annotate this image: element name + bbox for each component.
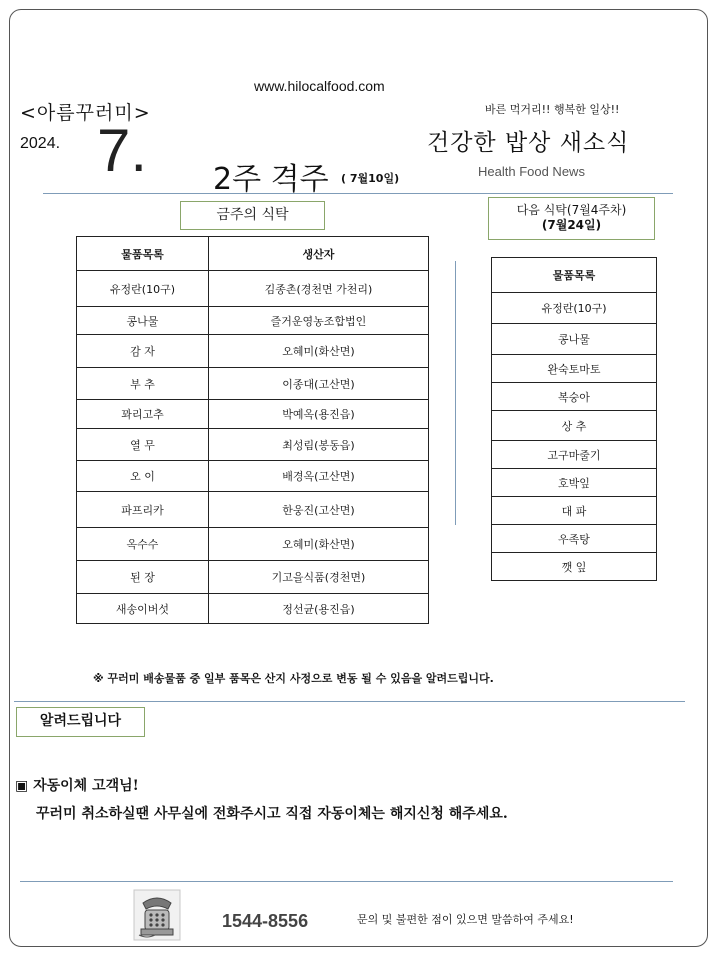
table-row [492, 497, 657, 525]
table-row [77, 492, 429, 528]
producer-cell: 오혜미(화산면) [208, 528, 428, 561]
table-row [77, 271, 429, 307]
website-url[interactable]: www.hilocalfood.com [254, 78, 385, 94]
table-header-row [492, 258, 657, 293]
producer-cell: 즐거운영농조합법인 [208, 307, 428, 335]
next-week-table [491, 257, 657, 581]
item-cell: 오 이 [77, 461, 209, 492]
item-cell: 감 자 [77, 335, 209, 368]
next-item-cell: 복숭아 [492, 383, 657, 411]
producer-cell: 오혜미(화산면) [208, 335, 428, 368]
next-item-cell: 깻 잎 [492, 553, 657, 581]
producer-cell: 한웅진(고산면) [208, 492, 428, 528]
footer-divider [20, 881, 673, 882]
item-cell: 꽈리고추 [77, 400, 209, 429]
week-date: ( 7월10일) [341, 172, 400, 185]
table-row [492, 469, 657, 497]
next-item-cell: 호박잎 [492, 469, 657, 497]
table-header-row [77, 237, 429, 271]
column-divider [455, 261, 456, 525]
producer-cell: 기고을식품(경천면) [208, 561, 428, 594]
announcement-label: 알려드립니다 [16, 707, 145, 737]
week-label: 2주 격주 [213, 162, 329, 197]
item-cell: 열 무 [77, 429, 209, 461]
table-row [77, 368, 429, 400]
next-item-cell: 콩나물 [492, 324, 657, 355]
contact-message: 문의 및 불편한 점이 있으면 말씀하여 주세요! [357, 913, 574, 926]
next-week-date: (7월24일) [541, 218, 602, 232]
next-item-cell: 우족탕 [492, 525, 657, 553]
table-row [77, 307, 429, 335]
news-title: 건강한 밥상 새소식 [427, 130, 630, 156]
item-cell: 파프리카 [77, 492, 209, 528]
item-cell: 새송이버섯 [77, 594, 209, 624]
telephone-icon [133, 889, 181, 941]
table-row [77, 561, 429, 594]
next-item-cell: 완숙토마토 [492, 355, 657, 383]
table-row [492, 355, 657, 383]
table-row [77, 461, 429, 492]
notice-divider [14, 701, 685, 702]
issue-year: 2024. [20, 135, 61, 152]
announcement-title: ▣ 자동이체 고객님! [15, 778, 139, 794]
item-cell: 된 장 [77, 561, 209, 594]
header-divider [43, 193, 673, 194]
change-notice: ※ 꾸러미 배송물품 중 일부 품목은 산지 사정으로 변동 될 수 있음을 알려드립니다. [93, 672, 494, 685]
issue-month: 7. [97, 117, 148, 184]
table-row [492, 324, 657, 355]
table-row [492, 553, 657, 581]
producer-cell: 배경옥(고산면) [208, 461, 428, 492]
producer-cell: 최성림(봉동읍) [208, 429, 428, 461]
table-row [77, 528, 429, 561]
table-row [492, 411, 657, 441]
item-cell: 유정란(10구) [77, 271, 209, 307]
item-cell: 옥수수 [77, 528, 209, 561]
producer-column-header: 생산자 [208, 237, 428, 271]
next-item-cell: 유정란(10구) [492, 293, 657, 324]
table-row [77, 429, 429, 461]
item-column-header: 물품목록 [77, 237, 209, 271]
producer-cell: 이종대(고산면) [208, 368, 428, 400]
table-row [492, 383, 657, 411]
table-row [492, 525, 657, 553]
next-item-column-header: 물품목록 [492, 258, 657, 293]
table-row [492, 293, 657, 324]
slogan: 바른 먹거리!! 행복한 일상!! [485, 103, 620, 116]
this-week-table [76, 236, 429, 624]
producer-cell: 박예옥(용진읍) [208, 400, 428, 429]
next-week-label: 다음 식탁(7월4주차) [516, 203, 627, 217]
table-row [77, 335, 429, 368]
item-cell: 콩나물 [77, 307, 209, 335]
next-item-cell: 고구마줄기 [492, 441, 657, 469]
next-item-cell: 대 파 [492, 497, 657, 525]
item-cell: 부 추 [77, 368, 209, 400]
producer-cell: 김종촌(경천면 가천리) [208, 271, 428, 307]
news-subtitle: Health Food News [478, 164, 585, 179]
next-item-cell: 상 추 [492, 411, 657, 441]
table-row [492, 441, 657, 469]
next-week-label-box [488, 197, 655, 240]
this-week-label: 금주의 식탁 [180, 201, 325, 230]
announcement-body: 꾸러미 취소하실땐 사무실에 전화주시고 직접 자동이체는 해지신청 해주세요. [36, 806, 508, 822]
table-row [77, 594, 429, 624]
table-row [77, 400, 429, 429]
phone-number[interactable]: 1544-8556 [222, 911, 309, 931]
brand-name: <아름꾸러미> [20, 102, 151, 124]
producer-cell: 정선균(용진읍) [208, 594, 428, 624]
